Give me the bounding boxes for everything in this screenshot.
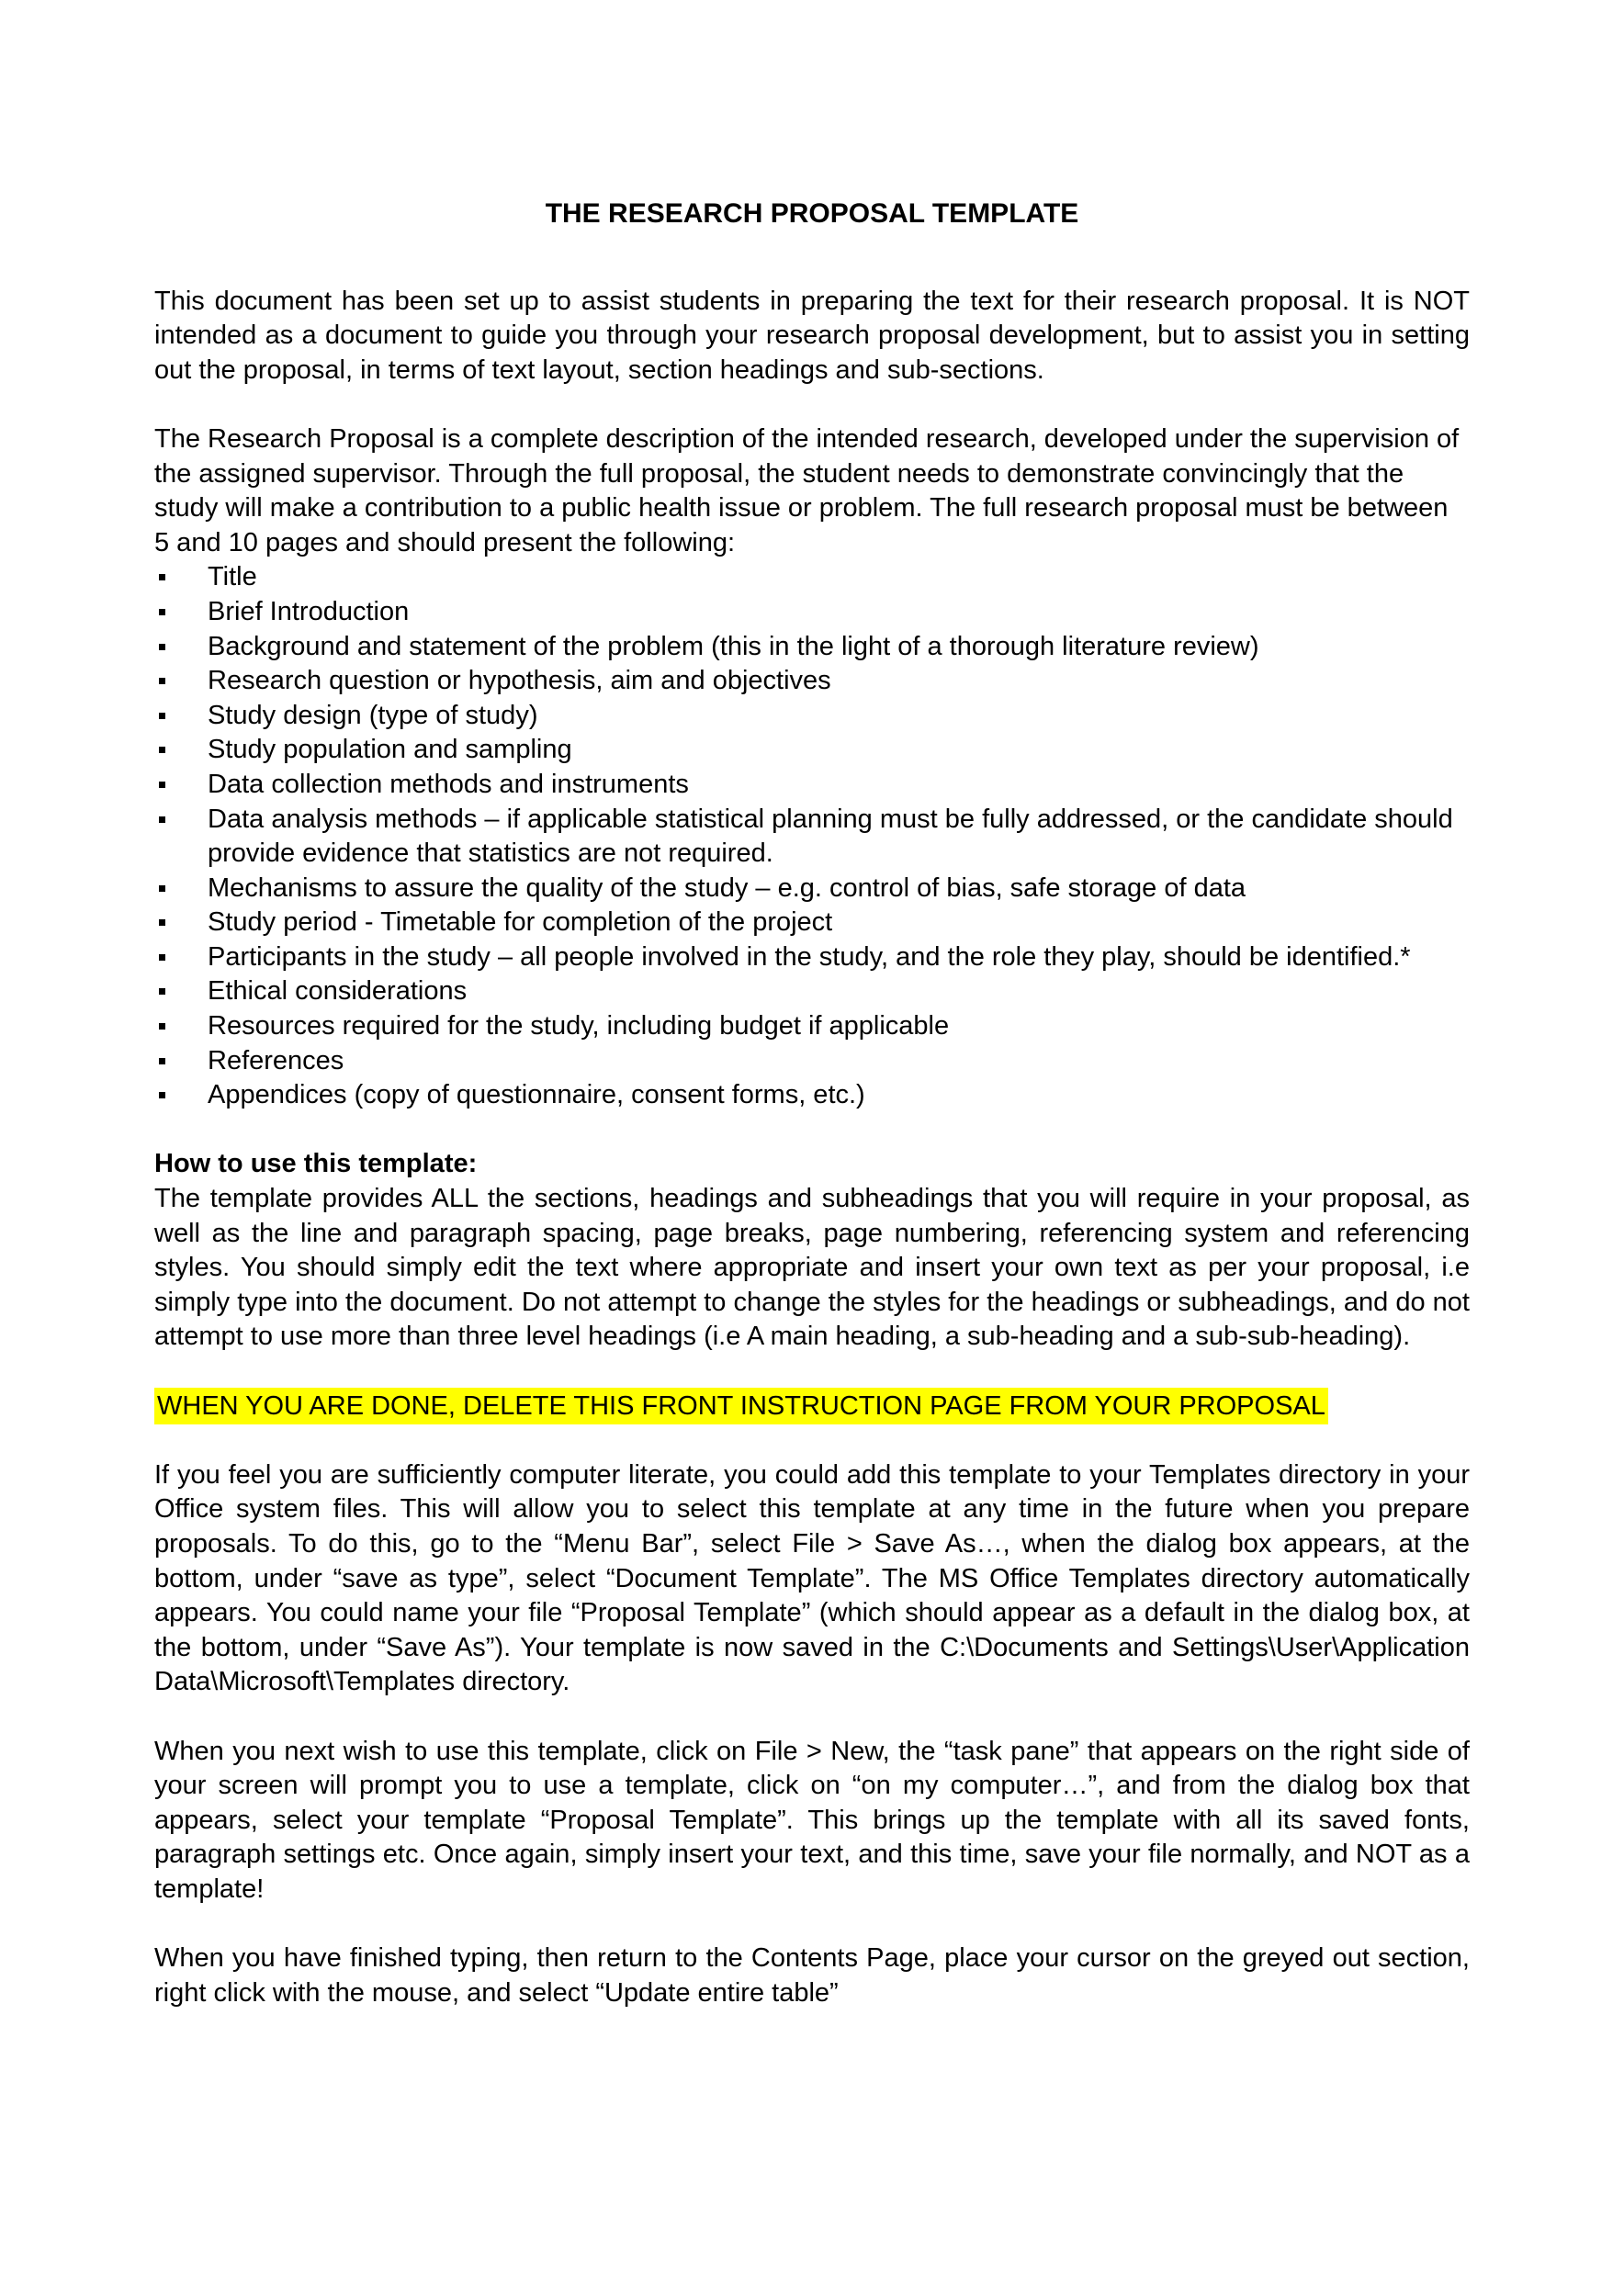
list-item xyxy=(154,1044,1470,1079)
bullet-square-icon xyxy=(159,678,165,684)
bullet-item-text: Background and statement of the problem (this in the light of a thorough literature review) xyxy=(208,631,1259,661)
intro-paragraph: This document has been set up to assist students in preparing the text for their research proposal. It is NOT intended as a document to guide you through your research proposal development, but to assist you in setting out the proposal, in terms of text layout, section headings and sub-sections. xyxy=(154,286,1470,385)
bullet-item-text: Study period - Timetable for completion of the project xyxy=(208,907,833,938)
bullet-item-text: Participants in the study – all people involved in the study, and the role they play, should be identified.* xyxy=(208,941,1411,972)
list-item xyxy=(154,699,1470,734)
bullet-square-icon xyxy=(159,988,165,995)
bullet-square-icon xyxy=(159,1058,165,1064)
list-item xyxy=(154,803,1470,872)
list-item xyxy=(154,872,1470,906)
bullet-square-icon xyxy=(159,747,165,753)
list-item xyxy=(154,733,1470,768)
list-item xyxy=(154,906,1470,940)
bullet-item-text: Title xyxy=(208,562,257,592)
page-title: THE RESEARCH PROPOSAL TEMPLATE xyxy=(545,198,1079,229)
bullet-square-icon xyxy=(159,644,165,650)
delete-instruction-paragraph xyxy=(154,1390,1470,1424)
use-template-paragraph: When you next wish to use this template, click on File > New, the “task pane” that appears on the right side of your screen will prompt you to use a template, click on “on my computer…”, and from the dialog box that appears, select your template “Proposal Template”. This brings up the template with all its saved fonts, paragraph settings etc. Once again, simply insert your text, and this time, save your file normally, and NOT as a template! xyxy=(154,1736,1470,1904)
bullet-item-text: Appendices (copy of questionnaire, consent forms, etc.) xyxy=(208,1080,865,1110)
list-item xyxy=(154,560,1470,595)
bullet-square-icon xyxy=(159,816,165,823)
bullet-item-text: Resources required for the study, including budget if applicable xyxy=(208,1011,950,1041)
list-item xyxy=(154,1009,1470,1044)
bullet-square-icon xyxy=(159,782,165,788)
list-item xyxy=(154,595,1470,630)
list-item xyxy=(154,974,1470,1009)
bullet-item-text: Study design (type of study) xyxy=(208,700,538,730)
bullet-square-icon xyxy=(159,609,165,615)
required-sections-list xyxy=(154,560,1470,1113)
bullet-square-icon xyxy=(159,1023,165,1030)
bullet-square-icon xyxy=(159,1092,165,1098)
bullet-item-text: Research question or hypothesis, aim and objectives xyxy=(208,666,831,696)
bullet-item-text: Study population and sampling xyxy=(208,735,572,765)
list-item xyxy=(154,940,1470,975)
save-template-paragraph: If you feel you are sufficiently computer literate, you could add this template to your Templates directory in your Office system files. This will allow you to select this template at any time in the future when you prepare proposals. To do this, go to the “Menu Bar”, select File > Save As…, when the dialog box appears, at the bottom, under “save as type”, select “Document Template”. The MS Office Templates directory automatically appears. You could name your file “Proposal Template” (which should appear as a default in the dialog box, at the bottom, under “Save As”). Your template is now saved in the C:\Documents and Settings\User\Application Data\Microsoft\Templates directory. xyxy=(154,1459,1470,1697)
list-item xyxy=(154,1078,1470,1113)
update-toc-paragraph: When you have finished typing, then return to the Contents Page, place your cursor on the greyed out section, right click with the mouse, and select “Update entire table” xyxy=(154,1943,1470,2008)
bullet-square-icon xyxy=(159,919,165,926)
list-item xyxy=(154,664,1470,699)
bullet-item-text: Data analysis methods – if applicable statistical planning must be fully addressed, or the candidate should provide evidence that statistics are not required. xyxy=(208,804,1453,869)
list-item xyxy=(154,768,1470,803)
bullet-item-text: Ethical considerations xyxy=(208,976,468,1007)
list-item xyxy=(154,630,1470,665)
proposal-description-paragraph: The Research Proposal is a complete description of the intended research, developed under the supervision of the assigned supervisor. Through the full proposal, the student needs to demonstrate convincingly that the study will make a contribution to a public health issue or problem. The full research proposal must be between 5 and 10 pages and should present the following: xyxy=(154,423,1460,557)
bullet-square-icon xyxy=(159,885,165,892)
how-to-paragraph: The template provides ALL the sections, headings and subheadings that you will require in your proposal, as well as the line and paragraph spacing, page breaks, page numbering, referencing system and referencing styles. You should simply edit the text where appropriate and insert your own text as per your proposal, i.e simply type into the document. Do not attempt to change the styles for the headings or subheadings, and do not attempt to use more than three level headings (i.e A main heading, a sub-heading and a sub-sub-heading). xyxy=(154,1184,1470,1352)
bullet-square-icon xyxy=(159,574,165,580)
bullet-square-icon xyxy=(159,954,165,961)
bullet-item-text: Mechanisms to assure the quality of the study – e.g. control of bias, safe storage of data xyxy=(208,872,1246,903)
bullet-item-text: Data collection methods and instruments xyxy=(208,769,689,799)
bullet-item-text: Brief Introduction xyxy=(208,596,410,626)
bullet-square-icon xyxy=(159,713,165,719)
bullet-item-text: References xyxy=(208,1045,344,1075)
highlighted-text: WHEN YOU ARE DONE, DELETE THIS FRONT INSTRUCTION PAGE FROM YOUR PROPOSAL xyxy=(154,1388,1328,1424)
how-to-heading: How to use this template: xyxy=(154,1149,478,1179)
